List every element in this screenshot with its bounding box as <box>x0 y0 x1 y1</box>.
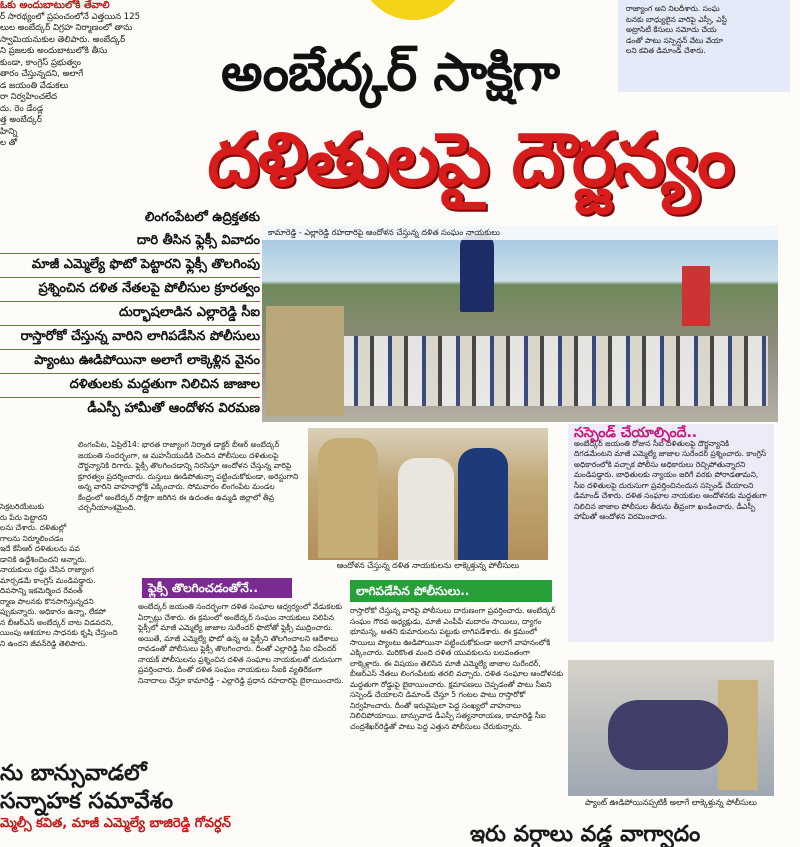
protester-shape <box>398 458 454 560</box>
highlight-item: దళితులకు మద్దతుగా నిలిచిన జాజాల <box>0 374 260 398</box>
story-intro-text: లింగంపేట, ఏప్రిల్14: భారత రాజ్యాంగ నిర్మాత డాక్టర్ బీఆర్ అంబేద్కర్ జయంతి సందర్భంగా, ఆ మహనీయుడికి చెందిన పోలీసులు దళితులపై దౌర్జన్యానికి దిగారు. ఫ్లెక్సీ తొలగించడాన్ని నిరసిస్తూ ఆందోళన చేస్తున్న వారిపై క్రూరత్వం ప్రదర్శించారు. దుస్తులు ఊడిపోతున్నా పట్టించుకోకుండా, అరెస్టుగాని అన్న వారిని వాహనాల్లోకి ఎక్కించారు. సోమవారం లింగంపేట మండల కేంద్రంలో అంబేద్కర్ సాక్షిగా జరిగిన ఈ ఉదంతం ఉమ్మడి జిల్లాలో తీవ్ర చర్చనీయాంశమైంది. <box>78 440 299 512</box>
highlight-item: దుర్భాషలాడిన ఎల్లారెడ్డి సీఐ <box>0 302 260 326</box>
left-story-line: త్త అంబేద్కర్ <box>0 115 42 125</box>
policeman-shape <box>318 438 378 558</box>
box-line: అట్రాసిటీ కేసులు నమోదు చేయ <box>626 25 717 34</box>
highlight-item: మాజీ ఎమ్మెల్యే ఫొటో పెట్టారని ఫ్లెక్సీ తొలగింపు <box>0 254 260 278</box>
highlight-item: ప్రశ్నించిన దళిత నేతలపై పోలీసుల క్రూరత్వం <box>0 278 260 302</box>
police-dragging-photo <box>308 428 548 560</box>
left-story-line: రా నిర్వహించలేద <box>0 92 58 102</box>
seated-protesters-shape <box>272 336 768 406</box>
left-story-line: లుల అంబేద్కర్ విగ్రహ నిర్మాణంలో తాను <box>0 23 133 33</box>
highlight-item: డీఎస్పీ హామీతో ఆందోళన విరమణ <box>87 401 260 416</box>
policeman-shape <box>458 448 508 560</box>
left-story-line: ర్మాణ పాలనకు కొనసాగిస్తున్నదని <box>0 596 94 606</box>
highlight-item: లింగంపేటలో ఉద్రిక్తతకు <box>144 210 260 225</box>
left-story-line: ఇదే కేసీఆర్ దళితులను పవ <box>0 544 80 553</box>
bottom-left-headline-line: సన్నాహక సమావేశం <box>0 789 174 814</box>
photo-caption: ప్యాంట్ ఊడిపోయినప్పటికీ అలాగే లాక్కెళ్తున్న పోలీసులు <box>585 798 757 807</box>
highlight-points <box>0 207 260 421</box>
flexi-section-text: అంబేద్కర్ జయంతి సందర్భంగా దళిత సంఘాల ఆధ్వర్యంలో వేడుకలకు ఏర్పాట్లు చేశారు. ఈ క్రమంలో అంబేద్కర్ సంఘం నాయకులు నిలిపిన ఫ్లెక్సీలో మాజీ ఎమ్మెల్యే జాజాల సురేందర్ ఫొటోతో ఫ్లెక్సీ ముద్రించారు. అయితే, మాజీ ఎమ్మెల్యే ఫొటో ఉన్న ఆ ఫ్లెక్సీని తొలగించాలని ఆదేశాలు రావడంతో పోలీసులు ఫ్లెక్సీ తొలగించారు. దీంతో ఎల్లారెడ్డి సీఐ రవీందర్ నాయక్ పోలీసులను ప్రశ్నించిన దళిత సంఘాల నాయకులతో దురుసుగా ప్రవర్తించారు. దీంతో దళిత సంఘం నాయకులు సీఐకి వ్యతిరేకంగా నినాదాలు చేస్తూ కామారెడ్డి - ఎల్లారెడ్డి ప్రధాన రహదారిపై బైఠాయించారు. <box>138 602 344 685</box>
bottom-left-headline-line: ను బాన్సువాడలో <box>0 761 147 786</box>
left-story-line: న బీఆర్ఎస్ అంబేద్కర్ బాట విడవదని, <box>0 617 114 627</box>
ambedkar-statue-shape <box>460 234 494 312</box>
highlight-item: రాస్తారోకో చేస్తున్న వారిని లాగిపడేసిన పోలీసులు <box>0 326 260 350</box>
suspend-demand-box <box>568 424 774 642</box>
left-story-line: ని ప్రజలకు అందుబాటులోకి తీసు <box>0 46 108 56</box>
section-heading-flexi: ఫ్లెక్సీ తొలగించడంతోనే.. <box>142 578 292 598</box>
photo-caption: కామారెడ్డి - ఎల్లారెడ్డి రహదారిపై ఆందోళన చేస్తున్న దళిత సంఘం నాయకులు <box>262 226 778 240</box>
left-story-line: డ జయంతి వేడుకలు <box>0 80 69 91</box>
highlight-item: ప్యాంటు ఊడిపోయినా అలాగే లాక్కెళ్లిన వైనం <box>0 350 260 374</box>
left-story-line: గాలను నిర్మూలించడం <box>0 533 64 543</box>
bottom-left-headline <box>0 760 300 816</box>
top-right-story-box <box>618 0 790 92</box>
box-line: లని కవిత డిమాండ్ చేశారు. <box>626 46 706 55</box>
protester-shape <box>608 700 728 770</box>
box-heading: సస్పెండ్ చేయాల్సిందే.. <box>574 425 698 441</box>
left-story-line: మార్చడమే కాంగ్రెస్ మండిపడ్డారు. <box>0 575 96 585</box>
bottom-right-headline: ఇరు వర్గాలు వడ్డ వాగ్వాదం <box>470 822 701 847</box>
left-story-line: నాయకులు రద్దు చేసిన రాజ్యాంగ <box>0 565 94 574</box>
left-column-story-top <box>0 0 140 180</box>
banner-shape <box>682 266 710 326</box>
left-story-line: ర్ సారథ్యంలో ప్రపంచంలోనే ఎత్తయిన 125 <box>0 11 140 22</box>
left-story-line: ల తో <box>0 138 18 148</box>
left-story-line: రు పేరు పెట్టారని <box>0 512 48 522</box>
protest-photo-main <box>262 226 778 422</box>
left-story-line: సెక్రటరియేటుకు <box>0 502 44 511</box>
section-heading-police: లాగిపడేసిన పోలీసులు.. <box>350 580 552 602</box>
left-column-story-middle <box>0 502 132 742</box>
left-story-line: డానికి ఉద్దేశించిందని అన్నారు. <box>0 554 87 564</box>
box-line: డంతో పాటు సస్పెన్షన్ వేటు వేయా <box>626 35 724 45</box>
headline-line-1: అంబేద్కర్ సాక్షిగా <box>220 43 560 103</box>
left-story-line: ప్పుకున్నారు. అధికారం ఉన్నా, లేకపో <box>0 607 106 616</box>
pants-dropped-photo <box>568 660 774 796</box>
left-story-line: లను చేశారు. దళితుల్లో <box>0 523 67 532</box>
police-section-text: రాస్తారోకో చేస్తున్న వారిపై పోలీసులు దారుణంగా ప్రవర్తించారు. అంబేద్కర్ సంఘం గౌరవ అధ్యక్షుడు, మాజీ ఎంపీపీ మదారం సాయిలు, ద్యాగం భూమన్న, అతని కుమారులను పట్టుకు లాగిపడేశారు. ఈ క్రమంలో సాయిలు ప్యాంటు ఊడిపోయినా పట్టించుకోకుండా అలాగే వాహనంలోకి ఎక్కించారు. మరికొంత మంది దళిత యువకులను బలవంతంగా లాక్కెళ్లారు. ఈ విషయం తెలిసిన మాజీ ఎమ్మెల్యే జాజాల సురేందర్, బీఆర్ఎస్ నేతలు లింగంపేటకు తరలి వచ్చారు. దళిత సంఘాల ఆందోళనకు మద్దతుగా రోడ్డుపై బైఠాయించారు. క్షమాపణలు చెప్పడంతో పాటు సీఐని సస్పెండ్ చేయాలని డిమాండ్ చేస్తూ 5 గంటల పాటు రాస్తారోకో నిర్వహించారు. దీంతో ఇరువైపులా పెద్ద సంఖ్యలో వాహనాలు నిలిచిపోయాయి. బాన్సువాడ డీఎస్పీ సత్యనారాయణ, కామారెడ్డి సీఐ చంద్రశేఖర్‌రెడ్డితో పాటు పెద్ద ఎత్తున పోలీసులు చేరుకున్నారు. <box>350 606 564 731</box>
left-story-line: యింపు ఆశయాల సాధనకు కృషి చేస్తుంది <box>0 628 118 637</box>
box-line: టనకు బాధ్యులైన వారిపై ఎస్సీ, ఎస్టీ <box>626 14 727 24</box>
police-section-body <box>350 606 564 842</box>
box-line: రాజ్యాంగ అని నిలదీశారు. సంఘ <box>626 4 720 13</box>
headline-line-2: దళితులపై దౌర్జన్యం <box>207 117 733 203</box>
left-story-line: స్వామియనుకుల తెలిపారు. అంబేద్కర్ <box>0 34 126 45</box>
left-story-line: ని ఉందని జీవన్‌రెడ్డి తెలిపారు. <box>0 638 88 648</box>
left-story-line: కుండా, కాంగ్రెస్ ప్రభుత్వం <box>0 57 81 68</box>
bottom-left-subline: మ్మెల్సీ కవిత, మాజీ ఎమ్మెల్యే బాజిరెడ్డి గోవర్ధన్ <box>0 816 231 831</box>
left-story-headline: ఓకు అందుబాటులోకి తేవాలి <box>0 0 110 11</box>
box-text: అంబేద్కర్ జయంతి రోజున సీఐ దళితులపై దౌర్జన్యానికి దిగడమేంటని మాజీ ఎమ్మెల్యే జాజాల సురేందర్ ప్రశ్నించారు. కాంగ్రెస్ అధికారంలోకి వచ్చాక పోలీసు అధికారులు రెచ్చిపోతున్నారని మండిపడ్డారు. బాధితులకు న్యాయం జరిగే వరకు పోరాడతామని, సీఐ దళితులపై దురుసుగా ప్రవర్తించినందున సస్పెండ్ చేయాలని డిమాండ్ చేశారు. దళిత సంఘాల నాయకుల ఆందోళనకు మద్దతుగా నిలిచిన జాజాల పోలీసుల తీరును తీవ్రంగా ఖండించారు. డీఎస్పీ హామీతో ఆందోళన విరమించారు. <box>574 438 767 521</box>
photo-caption: ఆందోళన చేస్తున్న దళిత నాయకులను లాక్కెళ్తున్న పోలీసులు <box>336 561 520 570</box>
left-story-line: దివసాన్ని ఇకమెర్మించ రేవంత్ <box>0 586 83 595</box>
left-story-line: దు. రెం డేండ్ల <box>0 103 44 114</box>
decorative-sun-shape <box>358 0 468 20</box>
highlight-item: దారి తీసిన ఫ్లెక్సీ వివాదం <box>0 230 260 254</box>
policeman-shape <box>266 306 344 416</box>
left-story-line: హిన్ని <box>0 126 18 137</box>
left-story-line: తారం చేస్తున్నదని, అలాగే <box>0 69 84 79</box>
